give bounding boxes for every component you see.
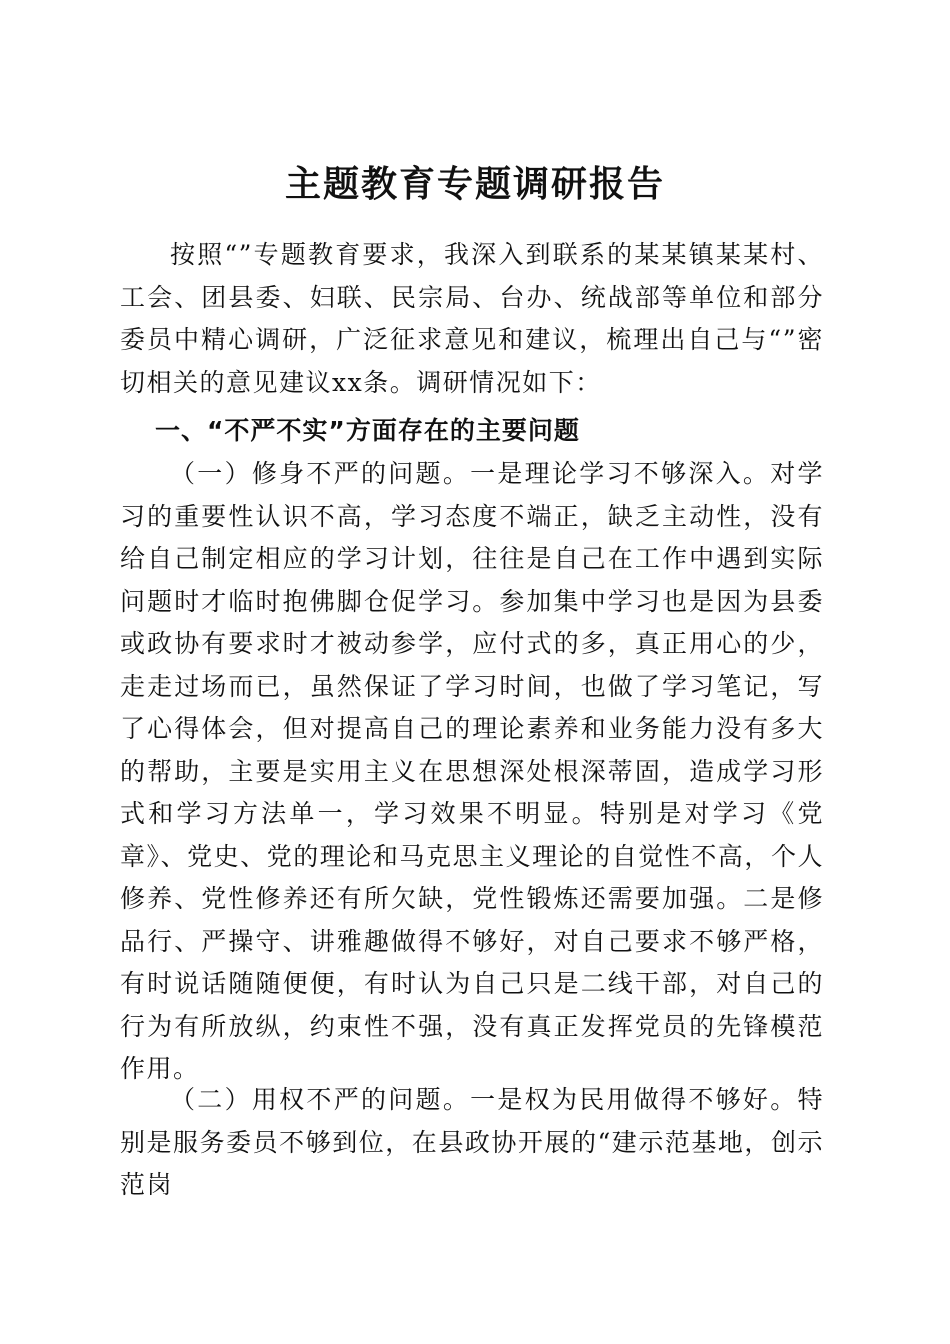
paragraph-self-cultivation: （一）修身不严的问题。一是理论学习不够深入。对学习的重要性认识不高，学习态度不端正，缺乏主动性，没有给自己制定相应的学习计划，往往是自己在工作中遇到实际问题时才临时抱佛脚仓促学习。参加集中学习也是因为县委或政协有要求时才被动参学，应付式的多，真正用心的少，走走过场而已，虽然保证了学习时间，也做了学习笔记，写了心得体会，但对提高自己的理论素养和业务能力没有多大的帮助，主要是实用主义在思想深处根深蒂固，造成学习形式和学习方法单一，学习效果不明显。特别是对学习《党章》、党史、党的理论和马克思主义理论的自觉性不高，个人修养、党性修养还有所欠缺，党性锻炼还需要加强。二是修品行、严操守、讲雅趣做得不够好，对自己要求不够严格，有时说话随随便便，有时认为自己只是二线干部，对自己的行为有所放纵，约束性不强，没有真正发挥党员的先锋模范作用。 — [120, 459, 824, 1083]
document-title: 主题教育专题调研报告 — [284, 163, 665, 206]
section-heading: 一、“不严不实”方面存在的主要问题 — [155, 416, 580, 445]
intro-paragraph: 按照“”专题教育要求，我深入到联系的某某镇某某村、工会、团县委、妇联、民宗局、台办、统战部等单位和部分委员中精心调研，广泛征求意见和建议，梳理出自己与“”密切相关的意见建议xx条。调研情况如下： — [120, 240, 824, 397]
paragraph-power-use: （二）用权不严的问题。一是权为民用做得不够好。特别是服务委员不够到位，在县政协开展的“建示范基地，创示范岗 — [120, 1085, 824, 1199]
